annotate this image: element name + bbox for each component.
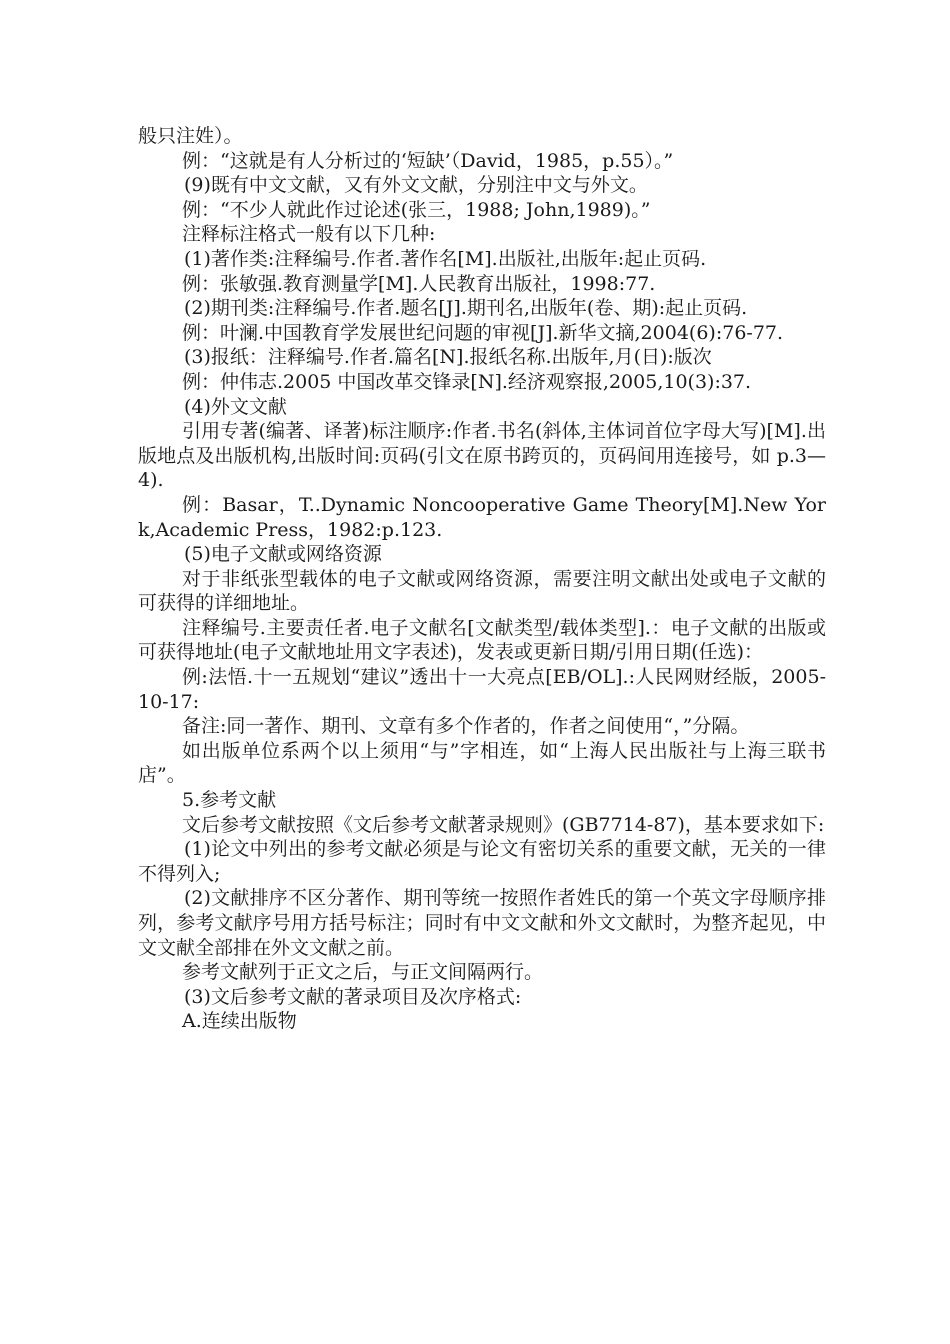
paragraph-format-foreign: (4)外文文献 bbox=[184, 395, 287, 418]
paragraph-references-rule: 文后参考文献按照《文后参考文献著录规则》(GB7714-87)，基本要求如下: bbox=[182, 813, 825, 836]
paragraph-electronic-format: 注释编号.主要责任者.电子文献名[文献类型/载体类型].：电子文献的出版或可获得地址(电子文献地址用文字表述)，发表或更新日期/引用日期(任选)： bbox=[138, 616, 826, 664]
paragraph-format-newspapers: (3)报纸：注释编号.作者.篇名[N].报纸名称.出版年,月(日):版次 bbox=[184, 346, 712, 369]
paragraph-item-9: (9)既有中文文献，又有外文文献，分别注中文与外文。 bbox=[184, 174, 648, 197]
paragraph-continuation: 般只注姓）。 bbox=[138, 125, 243, 147]
paragraph-example-foreign: 例：Basar，T..Dynamic Noncooperative Game Theory[M].New York,Academic Press，1982:p.123. bbox=[138, 493, 826, 541]
paragraph-electronic-note: 对于非纸张型载体的电子文献或网络资源，需要注明文献出处或电子文献的可获得的详细地址。 bbox=[138, 567, 826, 615]
paragraph-references-item-2: (2)文献排序不区分著作、期刊等统一按照作者姓氏的第一个英文字母顺序排列，参考文献序号用方括号标注；同时有中文文献和外文文献时，为整齐起见，中文文献全部排在外文文献之前。 bbox=[138, 887, 826, 959]
paragraph-example-newspapers: 例：仲伟志.2005 中国改革交锋录[N].经济观察报,2005,10(3):37. bbox=[182, 370, 752, 393]
paragraph-format-books: (1)著作类:注释编号.作者.著作名[M].出版社,出版年:起止页码. bbox=[184, 247, 707, 270]
paragraph-example-books: 例：张敏强.教育测量学[M].人民教育出版社，1998:77. bbox=[182, 272, 656, 295]
paragraph-example-david: 例：“这就是有人分析过的‘短缺’（David，1985，p.55）。” bbox=[182, 149, 674, 172]
paragraph-example-electronic: 例:法悟.十一五规划“建议”透出十一大亮点[EB/OL].:人民网财经版，2005-10-17: bbox=[138, 666, 826, 713]
section-heading-references: 5.参考文献 bbox=[182, 789, 277, 812]
paragraph-remark-publishers: 如出版单位系两个以上须用“与”字相连，如“上海人民出版社与上海三联书店”。 bbox=[138, 739, 826, 787]
paragraph-references-item-1: (1)论文中列出的参考文献必须是与论文有密切关系的重要文献，无关的一律不得列入; bbox=[138, 838, 826, 885]
paragraph-serials-heading: A.连续出版物 bbox=[182, 1010, 297, 1033]
paragraph-example-journals: 例：叶澜.中国教育学发展世纪问题的审视[J].新华文摘,2004(6):76-77. bbox=[182, 321, 784, 344]
paragraph-foreign-order: 引用专著(编著、译著)标注顺序:作者.书名(斜体,主体词首位字母大写)[M].出版地点及出版机构,出版时间:页码(引文在原书跨页的，页码间用连接号，如 p.3—4). bbox=[138, 420, 826, 492]
paragraph-example-zhangsan: 例：“不少人就此作过论述(张三，1988; John,1989)。” bbox=[182, 198, 651, 221]
document-body bbox=[138, 124, 826, 1034]
paragraph-format-electronic: (5)电子文献或网络资源 bbox=[184, 543, 382, 566]
paragraph-references-position: 参考文献列于正文之后，与正文间隔两行。 bbox=[182, 961, 544, 984]
paragraph-format-journals: (2)期刊类:注释编号.作者.题名[J].期刊名,出版年(卷、期):起止页码. bbox=[184, 297, 748, 320]
paragraph-remark-authors: 备注:同一著作、期刊、文章有多个作者的，作者之间使用“，”分隔。 bbox=[182, 715, 750, 738]
paragraph-references-item-3: (3)文后参考文献的著录项目及次序格式: bbox=[184, 985, 522, 1008]
paragraph-citation-formats-intro: 注释标注格式一般有以下几种: bbox=[182, 223, 436, 246]
